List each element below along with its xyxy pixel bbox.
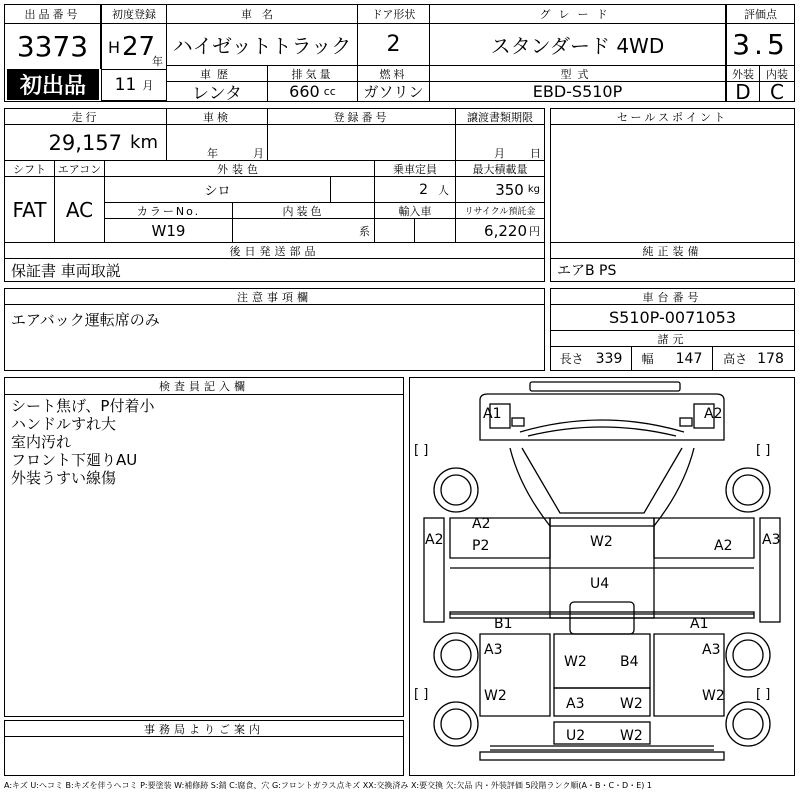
mark-left-panel: A2 [425, 532, 444, 548]
mileage-number: 29,157 [48, 130, 123, 155]
height-value: 178 [757, 350, 784, 367]
chassis-value: S510P-0071053 [551, 305, 794, 331]
mark-bed-front: U4 [590, 576, 610, 592]
load-label: 最大積載量 [456, 161, 544, 177]
length-cell [551, 347, 632, 370]
transfer-month-unit: 月 [494, 147, 505, 160]
reg-month: 11 [114, 75, 137, 95]
inspector-line-1: シート焦げ、P付着小 [11, 397, 155, 415]
mark-rl-a3: A3 [484, 642, 503, 658]
shift-label: シフト [5, 161, 55, 177]
transfer-day-unit: 日 [530, 147, 541, 160]
fuel-label: 燃料 [358, 66, 430, 82]
inspector-section [4, 377, 404, 717]
ext-grade: D [726, 82, 760, 101]
sales-point-value [551, 125, 794, 243]
year-unit: 年 [152, 55, 163, 68]
recycle-number: 6,220 [484, 221, 527, 240]
later-parts-label: 後日発送部品 [5, 243, 544, 259]
capacity-unit: 人 [438, 183, 449, 197]
length-label: 長さ [559, 352, 584, 366]
spec-section [4, 108, 545, 282]
reg-year: 27 [122, 32, 156, 62]
recycle-value [456, 219, 544, 243]
load-unit: kg [527, 184, 540, 195]
mark-fr-corner: A2 [704, 406, 723, 422]
grade-value: スタンダード 4WD [430, 24, 726, 66]
first-reg-month [102, 69, 167, 101]
import-value-a [375, 219, 415, 243]
score-label: 評価点 [726, 5, 794, 24]
mark-rl-w2: W2 [484, 688, 507, 704]
height-cell [713, 347, 794, 370]
mark-tail-w2: W2 [620, 696, 643, 712]
header-section [4, 4, 795, 102]
office-label: 事務局よりご案内 [5, 721, 403, 737]
color-extra [331, 177, 375, 203]
mark-hood: W2 [590, 534, 613, 550]
colorno-label: カラーNo. [105, 203, 233, 219]
chassis-label: 車台番号 [551, 289, 794, 305]
caution-value: エアバック運転席のみ [11, 311, 160, 329]
door-value: 2 [358, 24, 430, 66]
int-label: 内装 [760, 66, 794, 82]
import-label: 輸入車 [375, 203, 456, 219]
width-value: 147 [675, 350, 703, 367]
office-section [4, 720, 404, 776]
height-label: 高さ [723, 352, 748, 366]
inspector-line-2: ハンドルすれ大 [11, 415, 117, 433]
ac-label: エアコン [55, 161, 105, 177]
mark-b1: B1 [494, 616, 513, 632]
legend: A:キズ U:ヘコミ B:キズを伴うヘコミ P:要塗装 W:補修跡 S:錆 C:腐食、穴 G:フロントガラス点キズ XX:交換済み X:要交換 欠:欠品 内・外装評価 5段階ランク順(A・B・C・D・E) 1 [4, 781, 653, 790]
color-value: シロ [105, 177, 331, 203]
mark-tail-a3: A3 [566, 696, 585, 712]
regno-label: 登録番号 [268, 109, 456, 125]
int-grade: C [770, 82, 784, 101]
model-value: EBD-S510P [430, 82, 726, 101]
later-parts-value: 保証書 車両取説 [11, 261, 121, 280]
shift-value: FAT [5, 177, 55, 243]
colorno-value: W19 [105, 219, 233, 243]
intcolor-label: 内装色 [233, 203, 375, 219]
chassis-section [550, 288, 795, 371]
mark-rr-w2: W2 [702, 688, 725, 704]
disp-value [268, 82, 358, 101]
caution-label: 注意事項欄 [5, 289, 544, 305]
mark-a1: A1 [690, 616, 709, 632]
inspection-value [167, 125, 268, 161]
mileage-label: 走行 [5, 109, 167, 125]
first-reg-year [102, 24, 167, 69]
vehicle-diagram [409, 377, 795, 776]
bracket-front-right: [ ] [756, 443, 771, 458]
model-label: 型式 [430, 66, 726, 82]
sales-section [550, 108, 795, 282]
history-value: レンタ [167, 82, 268, 101]
bracket-front-left: [ ] [414, 443, 429, 458]
width-cell [632, 347, 713, 370]
mark-bed-w2: W2 [564, 654, 587, 670]
mark-rr-a3: A3 [702, 642, 721, 658]
bracket-rear-left: [ ] [414, 687, 429, 702]
disp-number: 660 [289, 82, 320, 101]
mileage-unit: km [130, 132, 158, 153]
recycle-label: リサイクル預託金 [456, 203, 544, 219]
recycle-unit: 円 [529, 224, 540, 238]
insp-month-unit: 月 [253, 147, 264, 160]
ext-label: 外装 [726, 66, 760, 82]
inspector-notes [11, 397, 154, 487]
car-name-label: 車名 [167, 5, 358, 24]
regno-value [268, 125, 456, 161]
disp-label: 排気量 [268, 66, 358, 82]
capacity-label: 乗車定員 [375, 161, 456, 177]
mark-fl-corner: A1 [483, 406, 502, 422]
first-reg-label: 初度登録 [102, 5, 167, 24]
first-listing-badge: 初出品 [7, 69, 99, 100]
truck-damage-diagram [410, 378, 794, 775]
load-value [456, 177, 544, 203]
mark-seat-p2: P2 [472, 538, 490, 554]
mark-seat-a2: A2 [472, 516, 491, 532]
fuel-value: ガソリン [358, 82, 430, 101]
load-number: 350 [495, 180, 524, 199]
disp-unit: cc [323, 85, 336, 98]
sales-point-label: セールスポイント [551, 109, 794, 125]
mark-right-panel: A3 [762, 532, 781, 548]
bracket-rear-right: [ ] [756, 687, 771, 702]
intcolor-value [233, 219, 375, 243]
score-value: 3.5 [726, 24, 794, 66]
mark-rear-w2: W2 [620, 728, 643, 744]
insp-year-unit: 年 [207, 147, 218, 160]
equipment-value: エアB PS [557, 263, 617, 279]
equipment-label: 純正装備 [551, 243, 794, 259]
intcolor-unit: 系 [359, 224, 370, 238]
lot-label: 出品番号 [5, 5, 101, 24]
caution-section [4, 288, 545, 371]
inspector-line-3: 室内汚れ [11, 433, 72, 451]
mark-rear-u2: U2 [566, 728, 586, 744]
width-label: 幅 [641, 352, 654, 366]
inspector-label: 検査員記入欄 [5, 378, 403, 395]
inspection-label: 車検 [167, 109, 268, 125]
month-unit: 月 [142, 79, 154, 92]
length-value: 339 [595, 350, 623, 367]
inspector-line-4: フロント下廻りAU [11, 451, 138, 469]
door-label: ドア形状 [358, 5, 430, 24]
capacity-number: 2 [419, 181, 428, 198]
mark-bed-b4: B4 [620, 654, 639, 670]
grade-label: グレード [430, 5, 726, 24]
car-name: ハイゼットトラック [167, 24, 358, 66]
transfer-label: 譲渡書類期限 [456, 109, 544, 125]
mark-seat-right: A2 [714, 538, 733, 554]
ac-value: AC [55, 177, 105, 243]
era: H [108, 38, 121, 57]
import-value-b [415, 219, 456, 243]
history-label: 車歴 [167, 66, 268, 82]
mileage-value [5, 125, 167, 161]
inspector-line-5: 外装うすい線傷 [11, 469, 117, 487]
dims-label: 諸元 [551, 331, 794, 347]
capacity-value [375, 177, 456, 203]
transfer-value [456, 125, 544, 161]
color-label: 外装色 [105, 161, 375, 177]
lot-number: 3373 [5, 24, 101, 69]
